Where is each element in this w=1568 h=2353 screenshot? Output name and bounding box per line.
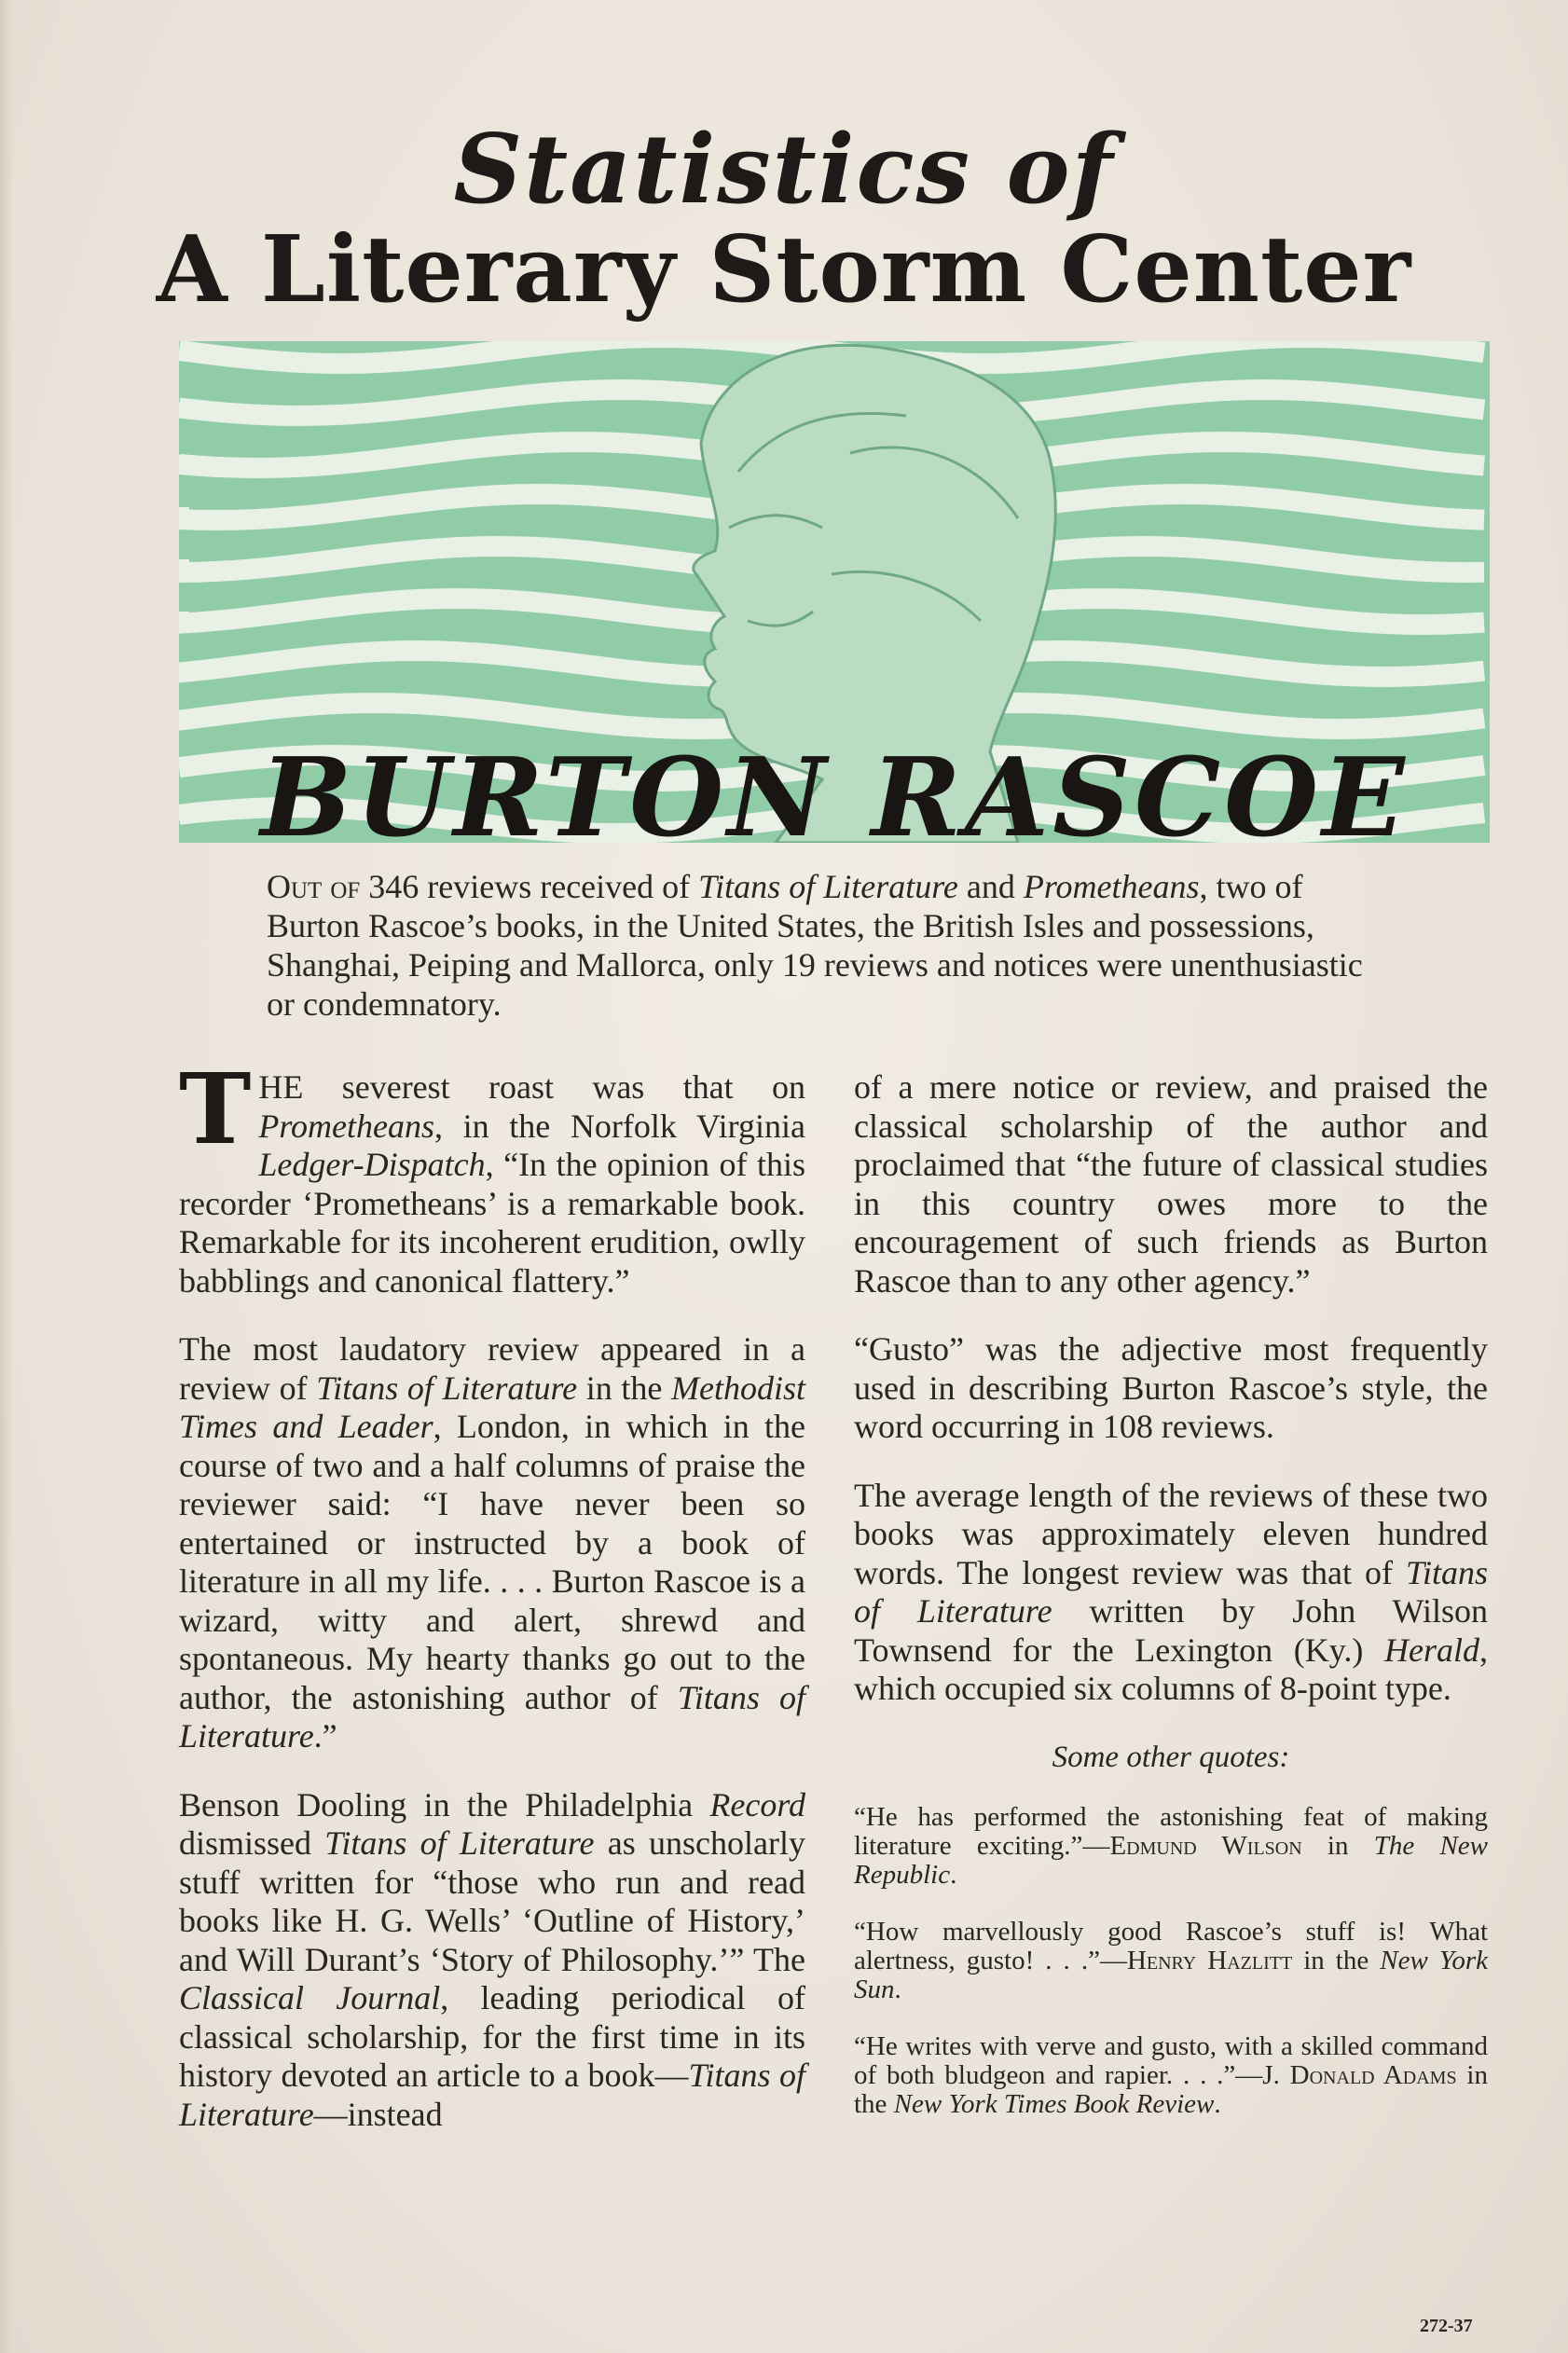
intro-title-1: Titans of Literature (698, 868, 958, 905)
quote-item (854, 1803, 1488, 1890)
text-run: in (1301, 1831, 1374, 1861)
text-run: Classical Journal (179, 1979, 441, 2016)
left-paragraph-3 (179, 1786, 805, 2135)
text-run: Titans of Literature (854, 1553, 1488, 1630)
left-column (179, 1052, 806, 2164)
intro-text: 346 reviews received of (360, 868, 699, 905)
text-run: in the (1292, 1946, 1381, 1975)
text-run: in the (577, 1369, 672, 1407)
page-code: 272-37 (1420, 2316, 1473, 2336)
text-run: Benson Dooling in the Philadelphia (179, 1785, 710, 1823)
intro-lead: Out of (267, 868, 361, 905)
quote-text: “He writes with verve and gusto, with a skilled command of both bludgeon and rapier. . . .”— (854, 2031, 1488, 2090)
text-run: . (1214, 2089, 1221, 2119)
text-run: Titans of Literature (324, 1824, 595, 1862)
text-run: The most laudatory review appeared in a review of (179, 1330, 805, 1407)
left-paragraph-1 (179, 1052, 805, 1300)
text-run: Prometheans (258, 1107, 435, 1145)
text-run: The average length of the reviews of these two books was approximately eleven hundred words. The longest review was that of (854, 1476, 1488, 1591)
left-paragraph-2 (179, 1330, 805, 1756)
quote-source: New York Sun (854, 1946, 1488, 2004)
page-spine-shadow (0, 0, 13, 2353)
text-run: Ledger-Dispatch (258, 1146, 486, 1183)
text-run: Titans of Literature (179, 2057, 805, 2133)
text-run: —instead (313, 2095, 443, 2133)
quote-item (854, 2032, 1488, 2119)
text-run: , leading periodical of classical scholarship, for the first time in its history devoted an article to a book— (179, 1979, 805, 2094)
intro-title-2: Prometheans (1023, 868, 1200, 905)
quote-text: “How marvellously good Rascoe’s stuff is! What alertness, gusto! . . .”— (854, 1917, 1488, 1975)
quote-item (854, 1918, 1488, 2004)
text-run: written by John Wilson Townsend for the Lexington (Ky.) (854, 1592, 1488, 1669)
banner-author-name: BURTON RASCOE (260, 735, 1409, 843)
quote-author: Edmund Wilson (1109, 1831, 1302, 1861)
text-run: Record (709, 1785, 805, 1823)
text-run: , “In the opinion of this recorder ‘Prometheans’ is a remarkable book. Remarkable for its incoherent erudition, owlly babblings and canonical flattery.” (179, 1146, 805, 1300)
quote-source: New York Times Book Review (893, 2089, 1215, 2119)
right-column (854, 1068, 1488, 2147)
text-run: Titans of Literature (179, 1678, 805, 1754)
quotes-heading: Some other quotes: (1052, 1740, 1290, 1774)
right-paragraph-2: “Gusto” was the adjective most frequently used in describing Burton Rascoe’s style, the word occurring in 108 reviews. (854, 1330, 1488, 1445)
text-run: HE severest roast was that on (258, 1068, 805, 1106)
text-run: .” (313, 1717, 337, 1754)
quote-source: The New Republic (854, 1831, 1489, 1890)
text-run: Herald (1384, 1631, 1479, 1669)
quote-author: Henry Hazlitt (1126, 1946, 1293, 1975)
text-run: as unscholarly stuff written for “those who run and read books like H. G. Wells’ ‘Outline of History,’ and Will Durant’s ‘Story of Philosophy.’” The (179, 1824, 806, 1978)
intro-rest: , two of Burton Rascoe’s books, in the United States, the British Isles and possessions, Shanghai, Peiping and Mallorca, only 19 reviews and notices were unenthusiastic or condemnatory. (267, 868, 1363, 1023)
title-line-2: A Literary Storm Center (156, 216, 1412, 323)
text-run: dismissed (179, 1824, 325, 1862)
quote-author: J. Donald Adams (1262, 2060, 1457, 2090)
intro-and: and (957, 868, 1024, 905)
text-run: Methodist Times and Leader (179, 1369, 805, 1445)
title-line-1: Statistics of (453, 114, 1115, 226)
text-run: in the (854, 2060, 1488, 2119)
intro-paragraph (267, 867, 1385, 1024)
text-run: , which occupied six columns of 8-point type. (854, 1631, 1488, 1707)
portrait-banner (179, 341, 1490, 843)
right-paragraph-1: of a mere notice or review, and praised the classical scholarship of the author and proclaimed that “the future of classical studies in this country owes more to the encouragement of such friends as Burton Rascoe than to any other agency.” (854, 1068, 1488, 1300)
quote-text: “He has performed the astonishing feat of making literature exciting.”— (854, 1802, 1488, 1861)
right-paragraph-3 (854, 1477, 1488, 1709)
text-run: . (950, 1860, 957, 1890)
text-run: , London, in which in the course of two and a half columns of praise the reviewer said: “I have never been so entertained or instructed by a book of literature in all my life. . . . Burton Rascoe is a wizard, witty and alert, shrewd and spontaneous. My hearty thanks go out to the author, the astonishing author of (179, 1408, 805, 1716)
text-run: , in the Norfolk Virginia (434, 1107, 805, 1145)
drop-cap: T (179, 1052, 252, 1166)
text-run: Titans of Literature (316, 1369, 578, 1407)
text-run: . (894, 1975, 901, 2004)
